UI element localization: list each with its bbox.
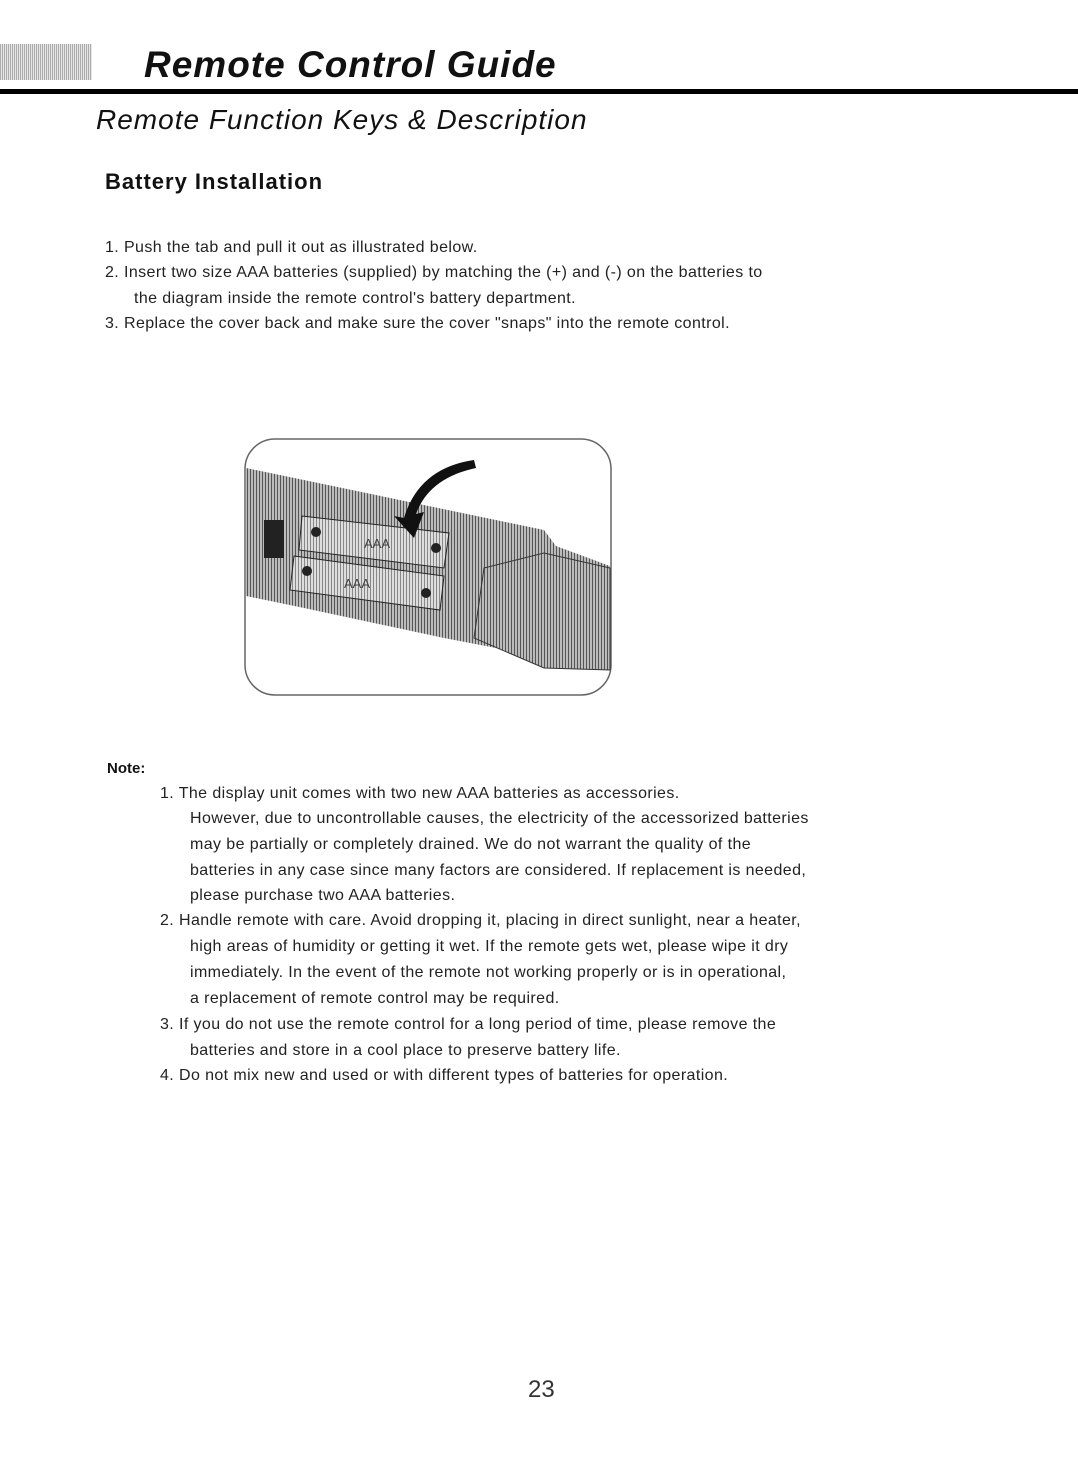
minus-terminal-icon (421, 588, 431, 598)
note-item-2-cont: high areas of humidity or getting it wet. If the remote gets wet, please wipe it dry (190, 938, 789, 955)
note-item-1-cont: batteries in any case since many factors are considered. If replacement is needed, (190, 862, 807, 879)
note-item-3-cont: batteries and store in a cool place to preserve battery life. (190, 1042, 621, 1059)
note-label: Note: (107, 760, 146, 777)
header-logo-graphic (0, 44, 92, 80)
page-subtitle: Remote Function Keys & Description (96, 104, 588, 135)
note-item-3: 3. If you do not use the remote control for a long period of time, please remove the (160, 1016, 777, 1033)
note-item-2-cont: a replacement of remote control may be required. (190, 990, 560, 1007)
step-2: 2. Insert two size AAA batteries (supplied) by matching the (+) and (-) on the batteries to (105, 264, 763, 281)
battery-installation-illustration (244, 438, 612, 696)
note-item-2-cont: immediately. In the event of the remote not working properly or is in operational, (190, 964, 787, 981)
note-item-1-cont: please purchase two AAA batteries. (190, 887, 456, 904)
minus-terminal-icon (311, 527, 321, 537)
step-2-cont: the diagram inside the remote control's battery department. (134, 290, 576, 307)
plus-terminal-icon (431, 543, 441, 553)
battery-label: AAA (364, 536, 391, 551)
page-title: Remote Control Guide (144, 44, 557, 85)
note-item-4: 4. Do not mix new and used or with different types of batteries for operation. (160, 1067, 729, 1084)
note-item-2: 2. Handle remote with care. Avoid dropping it, placing in direct sunlight, near a heater, (160, 912, 801, 929)
release-tab (264, 520, 284, 558)
step-1: 1. Push the tab and pull it out as illustrated below. (105, 239, 478, 256)
note-item-1: 1. The display unit comes with two new AAA batteries as accessories. (160, 785, 680, 802)
plus-terminal-icon (302, 566, 312, 576)
step-3: 3. Replace the cover back and make sure the cover "snaps" into the remote control. (105, 315, 730, 332)
note-item-1-cont: However, due to uncontrollable causes, the electricity of the accessorized batteries (190, 810, 809, 827)
battery-label: AAA (344, 576, 371, 591)
note-item-1-cont: may be partially or completely drained. We do not warrant the quality of the (190, 836, 752, 853)
header-rule (0, 89, 1078, 94)
page-number: 23 (528, 1376, 555, 1403)
section-title: Battery Installation (105, 169, 324, 194)
